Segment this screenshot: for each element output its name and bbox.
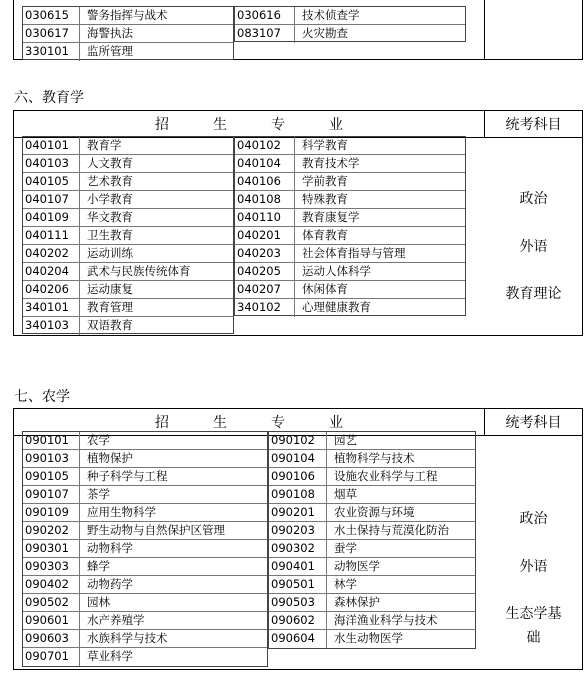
major-code: 090103 bbox=[23, 450, 80, 467]
major-code: 040202 bbox=[23, 245, 80, 262]
major-name: 水生动物医学 bbox=[334, 631, 403, 645]
major-code: 040206 bbox=[23, 281, 80, 298]
major-name: 野生动物与自然保护区管理 bbox=[87, 523, 225, 537]
major-name: 教育学 bbox=[87, 138, 122, 152]
list-item bbox=[23, 504, 267, 522]
major-name: 海警执法 bbox=[87, 26, 133, 40]
major-code: 090402 bbox=[23, 576, 80, 593]
major-code: 040108 bbox=[235, 191, 295, 208]
section-6-left-list bbox=[22, 136, 234, 334]
major-name: 设施农业科学与工程 bbox=[334, 469, 438, 483]
list-item bbox=[23, 486, 267, 504]
major-code: 090604 bbox=[269, 630, 327, 648]
section-7-right-list bbox=[268, 431, 476, 649]
section-6-right-list bbox=[234, 136, 466, 316]
top-subject-column bbox=[484, 0, 583, 59]
major-name: 园艺 bbox=[334, 433, 357, 447]
list-item bbox=[235, 245, 465, 263]
major-code: 090701 bbox=[23, 648, 80, 666]
list-item bbox=[269, 504, 475, 522]
major-code: 040103 bbox=[23, 155, 80, 172]
major-name: 运动训练 bbox=[87, 246, 133, 260]
list-item bbox=[235, 191, 465, 209]
section-6-major-header: 招 生 专 业 bbox=[14, 111, 485, 138]
list-item bbox=[23, 522, 267, 540]
major-name: 植物科学与技术 bbox=[334, 451, 415, 465]
list-item bbox=[235, 299, 465, 317]
list-item bbox=[235, 7, 465, 25]
section-7-title: 七、农学 bbox=[14, 389, 70, 405]
major-code: 090302 bbox=[269, 540, 327, 557]
major-code: 090601 bbox=[23, 612, 80, 629]
list-item bbox=[23, 432, 267, 450]
major-code: 090107 bbox=[23, 486, 80, 503]
major-code: 090501 bbox=[269, 576, 327, 593]
list-item bbox=[269, 432, 475, 450]
major-name: 蚕学 bbox=[334, 541, 357, 555]
major-code: 040203 bbox=[235, 245, 295, 262]
major-name: 动物药学 bbox=[87, 577, 133, 591]
subject-ecology-basics-cont: 础 bbox=[526, 630, 541, 646]
major-name: 种子科学与工程 bbox=[87, 469, 168, 483]
major-name: 应用生物科学 bbox=[87, 505, 156, 519]
list-item bbox=[235, 25, 465, 43]
major-name: 烟草 bbox=[334, 487, 357, 501]
list-item bbox=[235, 209, 465, 227]
major-name: 休闲体育 bbox=[302, 282, 348, 296]
top-left-list bbox=[22, 6, 234, 60]
major-code: 340102 bbox=[235, 299, 295, 317]
list-item bbox=[23, 245, 233, 263]
major-name: 农学 bbox=[87, 433, 110, 447]
major-code: 340101 bbox=[23, 299, 80, 316]
list-item bbox=[269, 486, 475, 504]
list-item bbox=[269, 540, 475, 558]
major-name: 海洋渔业科学与技术 bbox=[334, 613, 438, 627]
list-item bbox=[269, 468, 475, 486]
major-name: 监所管理 bbox=[87, 44, 133, 58]
major-name: 火灾勘查 bbox=[302, 26, 348, 40]
list-item bbox=[23, 317, 233, 335]
major-code: 090104 bbox=[269, 450, 327, 467]
list-item bbox=[23, 137, 233, 155]
major-name: 小学教育 bbox=[87, 192, 133, 206]
major-name: 动物科学 bbox=[87, 541, 133, 555]
major-name: 蜂学 bbox=[87, 559, 110, 573]
major-name: 运动人体科学 bbox=[302, 264, 371, 278]
list-item bbox=[23, 209, 233, 227]
list-item bbox=[23, 558, 267, 576]
list-item bbox=[235, 155, 465, 173]
list-item bbox=[235, 281, 465, 299]
major-code: 040105 bbox=[23, 173, 80, 190]
major-code: 040207 bbox=[235, 281, 295, 298]
subject-foreign-language: 外语 bbox=[519, 239, 548, 255]
major-name: 茶学 bbox=[87, 487, 110, 501]
major-name: 园林 bbox=[87, 595, 110, 609]
list-item bbox=[23, 43, 233, 61]
major-code: 040104 bbox=[235, 155, 295, 172]
major-name: 森林保护 bbox=[334, 595, 380, 609]
major-code: 040111 bbox=[23, 227, 80, 244]
major-name: 科学教育 bbox=[302, 138, 348, 152]
list-item bbox=[235, 227, 465, 245]
major-code: 030615 bbox=[23, 7, 80, 24]
list-item bbox=[235, 137, 465, 155]
major-name: 卫生教育 bbox=[87, 228, 133, 242]
major-name: 人文教育 bbox=[87, 156, 133, 170]
major-code: 330101 bbox=[23, 43, 80, 61]
major-code: 340103 bbox=[23, 317, 80, 335]
major-name: 双语教育 bbox=[87, 318, 133, 332]
list-item bbox=[23, 612, 267, 630]
major-code: 090102 bbox=[269, 432, 327, 449]
list-item bbox=[235, 173, 465, 191]
list-item bbox=[23, 191, 233, 209]
major-code: 040107 bbox=[23, 191, 80, 208]
list-item bbox=[23, 299, 233, 317]
major-name: 水产养殖学 bbox=[87, 613, 145, 627]
major-code: 083107 bbox=[235, 25, 295, 43]
major-name: 动物医学 bbox=[334, 559, 380, 573]
major-code: 090401 bbox=[269, 558, 327, 575]
major-name: 警务指挥与战术 bbox=[87, 8, 168, 22]
list-item bbox=[269, 450, 475, 468]
major-code: 030617 bbox=[23, 25, 80, 42]
major-name: 华文教育 bbox=[87, 210, 133, 224]
major-code: 090502 bbox=[23, 594, 80, 611]
major-name: 体育教育 bbox=[302, 228, 348, 242]
major-code: 040201 bbox=[235, 227, 295, 244]
major-code: 090603 bbox=[23, 630, 80, 647]
list-item bbox=[269, 630, 475, 648]
list-item bbox=[23, 25, 233, 43]
list-item bbox=[23, 648, 267, 666]
list-item bbox=[23, 630, 267, 648]
list-item bbox=[269, 594, 475, 612]
major-code: 090503 bbox=[269, 594, 327, 611]
major-code: 040102 bbox=[235, 137, 295, 154]
major-name: 学前教育 bbox=[302, 174, 348, 188]
major-code: 090108 bbox=[269, 486, 327, 503]
section-7-subject-header: 统考科目 bbox=[485, 409, 582, 436]
subject-politics: 政治 bbox=[519, 511, 548, 527]
major-name: 水土保持与荒漠化防治 bbox=[334, 523, 449, 537]
section-6-subjects bbox=[484, 138, 583, 335]
list-item bbox=[23, 281, 233, 299]
major-name: 武术与民族传统体育 bbox=[87, 264, 191, 278]
major-name: 技术侦查学 bbox=[302, 8, 360, 22]
subject-ecology-basics: 生态学基 bbox=[505, 606, 562, 622]
section-6-title: 六、教育学 bbox=[14, 90, 84, 106]
major-name: 教育管理 bbox=[87, 300, 133, 314]
major-code: 040106 bbox=[235, 173, 295, 190]
major-code: 040101 bbox=[23, 137, 80, 154]
list-item bbox=[23, 450, 267, 468]
major-code: 090101 bbox=[23, 432, 80, 449]
major-code: 040109 bbox=[23, 209, 80, 226]
list-item bbox=[23, 468, 267, 486]
major-name: 水族科学与技术 bbox=[87, 631, 168, 645]
major-code: 090301 bbox=[23, 540, 80, 557]
list-item bbox=[23, 173, 233, 191]
section-6-subject-header: 统考科目 bbox=[485, 111, 582, 138]
major-code: 040205 bbox=[235, 263, 295, 280]
list-item bbox=[23, 263, 233, 281]
major-code: 090106 bbox=[269, 468, 327, 485]
section-7-major-header: 招 生 专 业 bbox=[14, 409, 485, 436]
section-7-subjects bbox=[484, 436, 583, 669]
major-name: 林学 bbox=[334, 577, 357, 591]
list-item bbox=[23, 227, 233, 245]
list-item bbox=[269, 612, 475, 630]
subject-foreign-language: 外语 bbox=[519, 559, 548, 575]
top-right-list bbox=[234, 6, 466, 42]
major-name: 草业科学 bbox=[87, 649, 133, 663]
major-name: 艺术教育 bbox=[87, 174, 133, 188]
major-name: 运动康复 bbox=[87, 282, 133, 296]
major-name: 植物保护 bbox=[87, 451, 133, 465]
major-code: 030616 bbox=[235, 7, 295, 24]
list-item bbox=[23, 540, 267, 558]
major-code: 090201 bbox=[269, 504, 327, 521]
list-item bbox=[269, 522, 475, 540]
major-code: 090109 bbox=[23, 504, 80, 521]
list-item bbox=[23, 155, 233, 173]
major-code: 090602 bbox=[269, 612, 327, 629]
section-7-left-list bbox=[22, 431, 268, 667]
list-item bbox=[235, 263, 465, 281]
major-code: 040204 bbox=[23, 263, 80, 280]
subject-politics: 政治 bbox=[519, 191, 548, 207]
list-item bbox=[269, 558, 475, 576]
major-name: 教育技术学 bbox=[302, 156, 360, 170]
major-code: 040110 bbox=[235, 209, 295, 226]
major-code: 090202 bbox=[23, 522, 80, 539]
major-name: 农业资源与环境 bbox=[334, 505, 415, 519]
major-name: 特殊教育 bbox=[302, 192, 348, 206]
major-code: 090203 bbox=[269, 522, 327, 539]
major-code: 090303 bbox=[23, 558, 80, 575]
major-name: 心理健康教育 bbox=[302, 300, 371, 314]
list-item bbox=[23, 576, 267, 594]
major-name: 教育康复学 bbox=[302, 210, 360, 224]
list-item bbox=[23, 7, 233, 25]
subject-education-theory: 教育理论 bbox=[505, 286, 562, 302]
list-item bbox=[23, 594, 267, 612]
major-code: 090105 bbox=[23, 468, 80, 485]
major-name: 社会体育指导与管理 bbox=[302, 246, 406, 260]
list-item bbox=[269, 576, 475, 594]
